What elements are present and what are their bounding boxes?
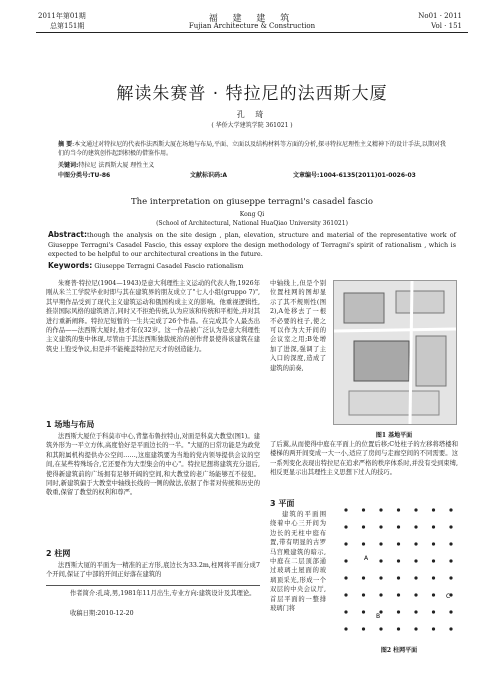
section-3-paragraph: 建筑的平面围绕着中心三开间为边长的无柱中庭布置,带有明显的古罗马宫殿建筑的暗示,中庭在二层顶部通过玻璃土屋面的玻璃顶采光,形成一个双层的中央会议厅,首层平面的一整排玻璃门将 <box>270 511 326 613</box>
column-dot <box>414 508 417 511</box>
column-dot <box>379 559 382 562</box>
column-dot <box>344 542 347 545</box>
column-dot <box>362 627 365 630</box>
column-dot <box>432 576 435 579</box>
header-rule <box>36 32 468 33</box>
column-dot <box>397 559 400 562</box>
paper-title-cn: 解读朱赛普 · 特拉尼的法西斯大厦 <box>116 84 388 104</box>
column-dot <box>414 542 417 545</box>
figure-1-site-plan <box>333 280 457 425</box>
column-dot <box>432 525 435 528</box>
column-dot <box>344 576 347 579</box>
column-dot <box>449 576 452 579</box>
column-dot <box>362 610 365 613</box>
header-total: 总第151期 <box>50 22 85 30</box>
column-dot <box>397 610 400 613</box>
abstract-cn-text: 本文通过对特拉尼的代表作法西斯大厦在场地与布局,平面、立面以及结构材料等方面的分析,探寻特拉尼理性主义精神下的设计手法,以期对我们的当今的建筑创作起到积极的借鉴作用。 <box>58 141 446 157</box>
column-dot <box>449 508 452 511</box>
column-dot <box>449 542 452 545</box>
keywords-en-text: Giuseppe Terragni Casadel Fascio rationalism <box>94 262 244 270</box>
footnote-rule <box>46 585 260 586</box>
column-dot <box>432 559 435 562</box>
column-dot <box>397 627 400 630</box>
column-dot <box>449 610 452 613</box>
section-2-paragraph: 法西斯大厦的平面为一精准的正方形,底边长为33.2m,柱网将平面分成7个开间,保证了中部的开间正好落在建筑的 <box>46 562 260 579</box>
abstract-en-text: though the analysis on the site design , plan, elevation, structure and material of the representative work of Giuseppe Terragni's Casadel Fascio, this essay explore the design methodology of Terragni's spirit of rationalism , which is expected to be helpful to our architectural creations in the future. <box>48 231 456 258</box>
column-dot <box>432 593 435 596</box>
paper-title-en: The interpretation on giuseppe terragni's casadel fascio <box>131 197 373 207</box>
section-2-heading: 2 柱网 <box>46 549 71 558</box>
abstract-cn-label: 摘 要 <box>58 141 73 148</box>
column-dot <box>432 542 435 545</box>
header-volume: Vol · 151 <box>431 22 462 30</box>
grid-label-a: A <box>364 555 369 562</box>
column-dot <box>362 525 365 528</box>
section-1-heading: 1 场地与布局 <box>46 420 95 429</box>
affiliation-cn: ( 华侨大学建筑学院 361021 ) <box>211 122 293 129</box>
column-dot <box>344 610 347 613</box>
column-dot <box>344 593 347 596</box>
right-column-text-continued: 了后翼,从而使得中庭在平面上的位置后移;C处柱子的左移将塔楼和楼梯的两开间变成一大一小,适应了房间与走廊空间的不同需要。这一系列变化表现出特拉尼在追求严格的秩序体系时,并没有受到束缚,相反更显示出其理性主义思想下过人的技巧。 <box>270 441 458 477</box>
author-cn: 孔 琦 <box>236 110 268 119</box>
header-number: No01 · 2011 <box>418 12 462 20</box>
column-dot <box>397 508 400 511</box>
column-dot <box>344 627 347 630</box>
column-dot <box>379 508 382 511</box>
column-dot <box>414 610 417 613</box>
affiliation-en: (School of Architectural, National HuaQiao University 361021) <box>156 220 348 227</box>
keywords-en-block <box>48 261 243 270</box>
abstract-en-label: Abstract: <box>48 230 88 239</box>
keywords-cn-text: 特拉尼 法西斯大厦 理性主义 <box>78 162 155 169</box>
intro-paragraph: 朱赛普·特拉尼(1904—1943)是意大利理性主义运动的代表人物,1926年刚从米兰工学院毕业时即与其在建筑界的朋友成立了"七人小组(gruppo 7)",其早期作品受到了现代主义建筑运动和俄国构成主义的影响。他重视逻辑性,推崇国际风格的建筑语言,同时又不拒绝传统,认为应该和传统和平相处,并对其进行重新阐释。特拉尼短暂的一生共完成了26个作品。在完成其个人最杰出的作品——法西斯大厦时,他才年仅32岁。这一作品被广泛认为是意大利理性主义建筑的集中体现,尽管由于其法西斯独裁统治的创作背景使得该建筑在建筑史上饱受争议,但是并不能掩盖特拉尼天才的创造能力。 <box>46 280 260 353</box>
column-dot <box>379 525 382 528</box>
column-dot <box>397 525 400 528</box>
column-dot <box>414 525 417 528</box>
column-dot <box>379 627 382 630</box>
column-dot <box>414 627 417 630</box>
column-dot <box>449 525 452 528</box>
column-dot <box>344 559 347 562</box>
figure-2-column-grid <box>336 500 462 642</box>
column-dot <box>449 559 452 562</box>
grid-label-b: B <box>376 613 381 620</box>
figure-2-caption: 图2 柱网平面 <box>380 647 418 654</box>
column-dot <box>379 542 382 545</box>
header-journal-cn: 福 建 建 筑 <box>208 14 296 24</box>
article-number: 文章编号:1004-6135(2011)01-0026-03 <box>293 172 416 179</box>
figure-1-caption: 图1 基地平面 <box>375 432 413 439</box>
document-code: 文献标识码:A <box>190 172 228 179</box>
author-en: Kong Qi <box>239 211 265 218</box>
column-grid-drawing <box>336 500 462 642</box>
column-dot <box>414 559 417 562</box>
header-journal-en: Fujian Architecture & Construction <box>188 22 316 30</box>
right-column-text-top: 中轴线上,但是个别位置柱网的图却显示了其不规则性(图2),A处移去了一根不必要的柱子,使之可以作为大开间的会议室之用;B处增加了进深,强调了主入口的深度,造成了建筑的前奏, <box>270 280 326 372</box>
abstract-en-block <box>48 230 456 260</box>
column-dot <box>362 593 365 596</box>
column-dot <box>432 610 435 613</box>
header-issue: 2011年第01期 <box>38 12 86 20</box>
grid-label-c: C <box>446 593 451 600</box>
section-1-paragraph: 法西斯大厦位于科莫市中心,背靠布鲁拉特山,对面是科莫大教堂(图1)。建筑外形为一平立方体,高度恰好是平面边长的一半。"大厦的日常功能是为政党和其附属机构提供办公空间……,这座建筑要为当地的党内领导提供会议的空间,在某些特殊场合,它还要作为大型集会的中心"。特拉尼想将建筑充分退后,使得新建筑前的广场拥有足够开阔的空间,和大教堂的老广场能够互不侵犯。同时,新建筑偏于大教堂中轴线长线的一侧的做法,依据了作者对传统和历史的敬重,保留了教堂的权利和尊严。 <box>46 433 260 497</box>
column-dot <box>397 593 400 596</box>
column-dot <box>397 542 400 545</box>
column-dot <box>344 525 347 528</box>
column-dot <box>414 576 417 579</box>
keywords-cn-block <box>58 161 154 170</box>
keywords-cn-label: 关键词: <box>58 162 79 169</box>
column-dot <box>362 508 365 511</box>
class-number: 中图分类号:TU-86 <box>58 172 111 179</box>
column-dot <box>397 576 400 579</box>
column-dot <box>379 576 382 579</box>
column-dot <box>362 576 365 579</box>
column-dot <box>344 508 347 511</box>
abstract-cn-block: 摘 要:本文通过对特拉尼的代表作法西斯大厦在场地与布局,平面、立面以及结构材料等方面的分析,探寻特拉尼理性主义精神下的设计手法,以期对我们的当今的建筑创作起到积极的借鉴作用。 <box>58 141 446 157</box>
column-dot <box>362 542 365 545</box>
column-dot <box>414 593 417 596</box>
column-dot <box>449 627 452 630</box>
column-dot <box>432 508 435 511</box>
keywords-en-label: Keywords: <box>48 261 93 270</box>
author-note: 作者简介:孔琦,男,1981年11月出生,专业方向:建筑设计及其理论。 <box>70 590 256 597</box>
section-3-heading: 3 平面 <box>270 499 295 508</box>
site-plan-drawing <box>334 281 456 424</box>
column-dot <box>432 627 435 630</box>
column-dot <box>379 593 382 596</box>
received-date: 收稿日期:2010-12-20 <box>70 610 134 617</box>
